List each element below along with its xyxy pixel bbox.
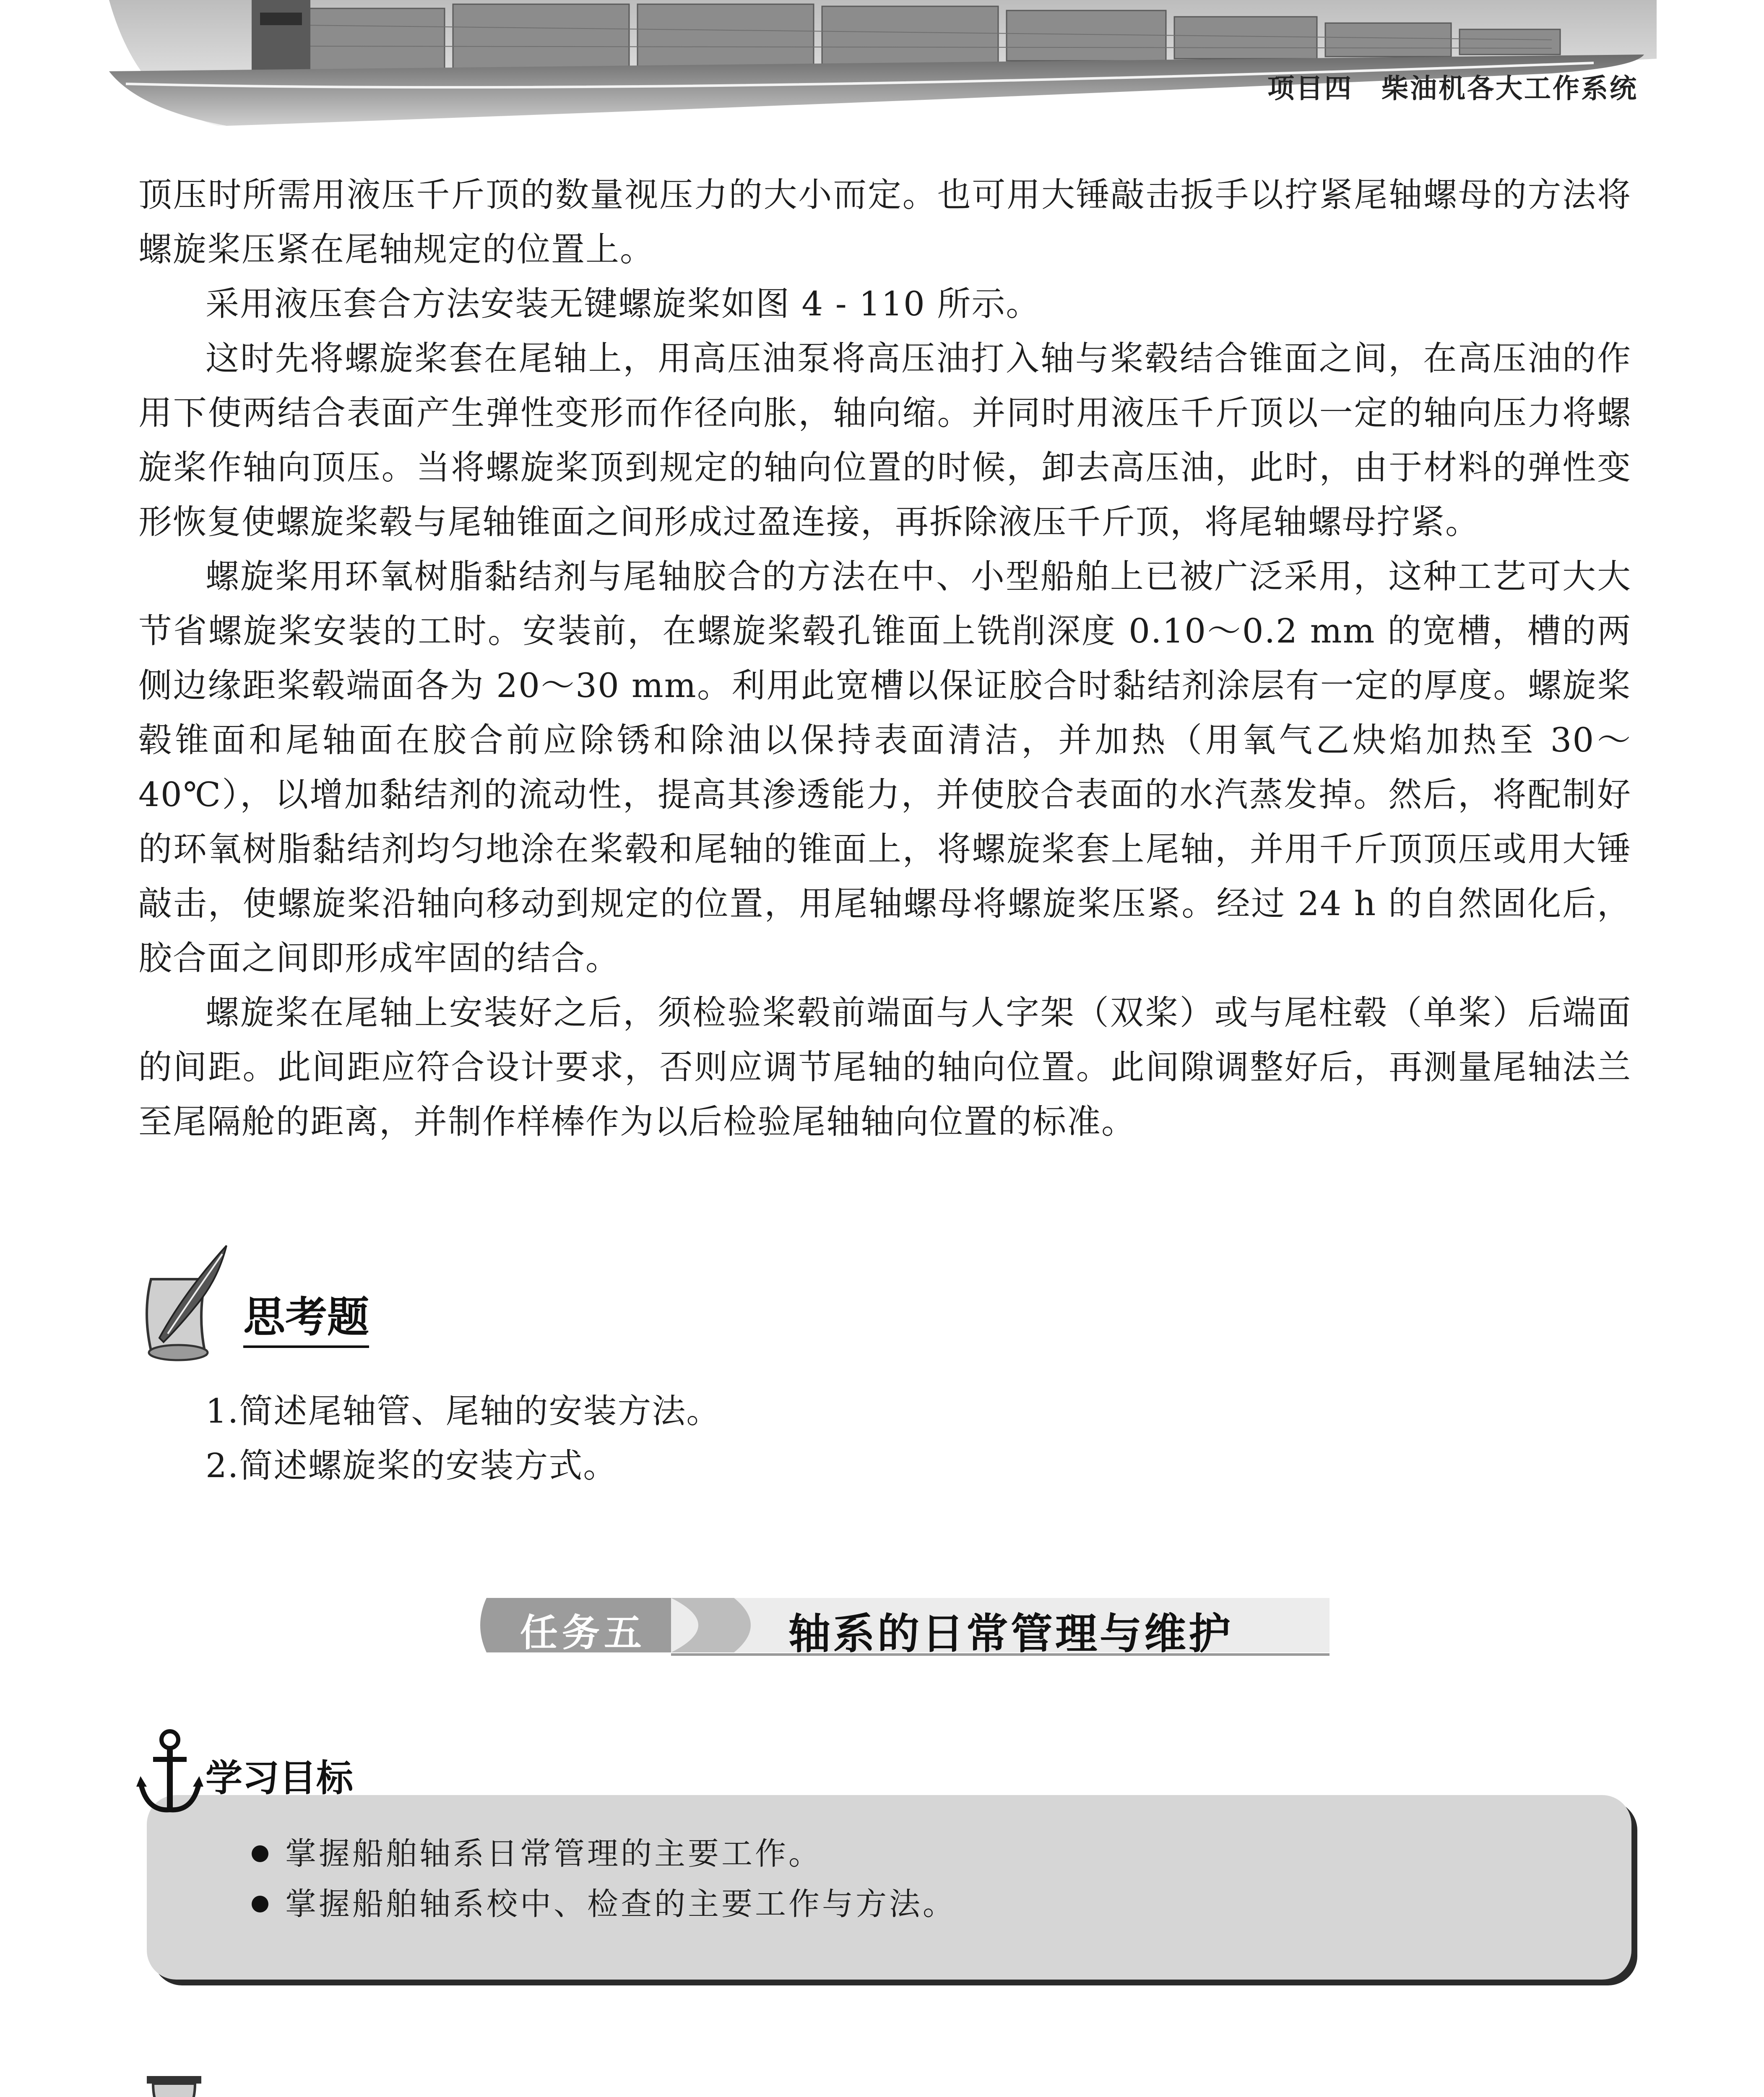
objective-item: 掌握船舶轴系校中、检查的主要工作与方法。 — [252, 1879, 956, 1929]
paragraph: 螺旋桨在尾轴上安装好之后，须检验桨毂前端面与人字架（双桨）或与尾柱毂（单桨）后端面的间距。此间距应符合设计要求，否则应调节尾轴的轴向位置。此间隙调整好后，再测量尾轴法兰至尾隔舱的距离，并制作样棒作为以后检验尾轴轴向位置的标准。 — [138, 993, 1631, 1141]
paragraph: 采用液压套合方法安装无键螺旋桨如图 4 - 110 所示。 — [206, 284, 1041, 323]
paragraph: 顶压时所需用液压千斤顶的数量视压力的大小而定。也可用大锤敲击扳手以拧紧尾轴螺母的方法将螺旋桨压紧在尾轴规定的位置上。 — [138, 175, 1631, 269]
think-title: 思考题 — [243, 1283, 369, 1348]
hourglass-icon — [134, 2068, 235, 2097]
scroll-quill-icon — [134, 1241, 235, 1367]
paragraph: 这时先将螺旋桨套在尾轴上，用高压油泵将高压油打入轴与桨毂结合锥面之间，在高压油的作用下使两结合表面产生弹性变形而作径向胀，轴向缩。并同时用液压千斤顶以一定的轴向压力将螺旋桨作轴向顶压。当将螺旋桨顶到规定的轴向位置的时候，卸去高压油，此时，由于材料的弹性变形恢复使螺旋桨毂与尾轴锥面之间形成过盈连接，再拆除液压千斤顶，将尾轴螺母拧紧。 — [138, 339, 1631, 541]
body-text — [138, 168, 1631, 1149]
bullet-dot-icon — [252, 1845, 268, 1862]
header-banner — [0, 0, 1764, 138]
anchor-icon — [134, 1728, 206, 1816]
task-label: 任务五 — [520, 1611, 646, 1655]
question-list — [206, 1384, 721, 1493]
objective-item: 掌握船舶轴系日常管理的主要工作。 — [252, 1829, 956, 1879]
objectives-title: 学习目标 — [206, 1756, 354, 1800]
question-item: 1.简述尾轴管、尾轴的安装方法。 — [206, 1392, 721, 1431]
task-title: 轴系的日常管理与维护 — [788, 1609, 1233, 1658]
header-title: 项目四 柴油机各大工作系统 — [1267, 73, 1638, 104]
paragraph: 螺旋桨用环氧树脂黏结剂与尾轴胶合的方法在中、小型船舶上已被广泛采用，这种工艺可大大节省螺旋桨安装的工时。安装前，在螺旋桨毂孔锥面上铣削深度 0.10～0.2 mm 的宽槽，槽的两侧边缘距桨毂端面各为 20～30 mm。利用此宽槽以保证胶合时黏结剂涂层有一定的厚度。螺旋桨毂锥面和尾轴面在胶合前应除锈和除油以保持表面清洁，并加热（用氧气乙炔焰加热至 30～40℃），以增加黏结剂的流动性，提高其渗透能力，并使胶合表面的水汽蒸发掉。然后，将配制好的环氧树脂黏结剂均匀地涂在桨毂和尾轴的锥面上，将螺旋桨套上尾轴，并用千斤顶顶压或用大锤敲击，使螺旋桨沿轴向移动到规定的位置，用尾轴螺母将螺旋桨压紧。经过 24 h 的自然固化后，胶合面之间即形成牢固的结合。 — [138, 557, 1631, 978]
bullet-dot-icon — [252, 1896, 268, 1912]
question-item: 2.简述螺旋桨的安装方式。 — [206, 1446, 618, 1485]
objectives-list — [252, 1829, 956, 1929]
